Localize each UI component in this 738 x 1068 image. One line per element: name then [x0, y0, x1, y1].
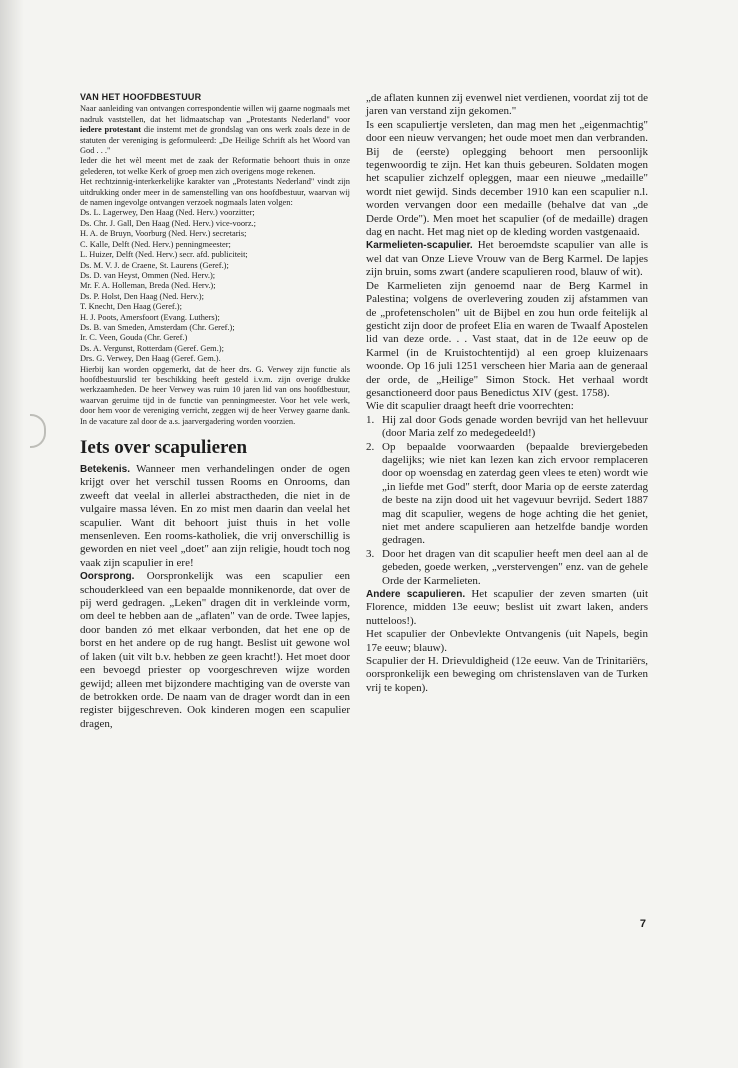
board-heading: VAN HET HOOFDBESTUUR [80, 92, 202, 102]
paragraph: Is een scapuliertje versleten, dan mag men het „eigenmachtig" door een nieuw vervangen; het oude moet men dan verbranden. Bij de (eerste) oplegging behoort men persoonlijk tegenwoordig te zijn. Het kan thuis gebeuren. Soldaten mogen het scapulier zichzelf opleggen, maar een nieuwe „medaille" wordt niet gewijd. Sinds december 1910 kan een scapulier n.l. worden vervangen door een medaille (behalve dat van „de Derde Orde"). Men moet het scapulier (of de medaille) dragen dag en nacht. Het mag niet op de kleding worden vastgenaaid. [366, 118, 648, 239]
page-edge-shadow [0, 0, 24, 1068]
list-item: 2. Op bepaalde voorwaarden (bepaalde breviergebeden dagelijks; wie niet kan lezen kan zich ervoor remplaceren door op woensdag en zaterdag geen vlees te eten) wordt wie „in liefde met God" sterft, door Maria op de eerste zaterdag de beste na zijn dood uit het vagevuur bevrijd. Sedert 1887 mag dit scapulier, wegens de hoge achting die het geniet, niet met andere scapulieren aan hetzelfde bandje worden gedragen. [366, 440, 648, 547]
privileges-list [366, 414, 648, 588]
paragraph: Wie dit scapulier draagt heeft drie voorrechten: [366, 400, 574, 413]
section-karmelieten: Karmelieten-scapulier. Het beroemdste scapulier van alle is wel dat van Onze Lieve Vrouw van de Berg Karmel. De lapjes zijn bruin, soms zwart (andere scapulieren rood, blauw of wit). [366, 239, 648, 279]
member-item: Ds. B. van Smeden, Amsterdam (Chr. Geref.); [80, 322, 235, 332]
paragraph: „de aflaten kunnen zij evenwel niet verdienen, voordat zij tot de jaren van verstand zijn gekomen." [366, 92, 648, 118]
member-item: Mr. F. A. Holleman, Breda (Ned. Herv.); [80, 281, 216, 291]
page-number: 7 [639, 918, 646, 930]
board-closing: Hierbij kan worden opgemerkt, dat de heer drs. G. Verwey zijn functie als hoofdbestuurslid ter beschikking heeft gesteld i.v.m. zijn overige drukke werkzaamheden. De heer Verwey was ruim 10 jaren lid van ons hoofdbestuur, waarvan geruime tijd in de functie van penningmeester. Voor het vele werk, door hem voor de vereniging verricht, zeggen wij de heer Verwey gaarne dank. In de vacature zal door de a.s. jaarvergadering worden voorzien. [80, 364, 350, 426]
member-item: Ds. M. V. J. de Craene, St. Laurens (Geref.); [80, 260, 229, 270]
paragraph: De Karmelieten zijn genoemd naar de Berg Karmel in Palestina; volgens de overlevering zouden zij afstammen van de „profetenscholen" uit de Bijbel en zou hun orde feitelijk al gesticht zijn door de profeet Elia en waren de Twaalf Apostelen lid van deze orde. . . Vast staat, dat in de 12e eeuw op de Karmel (in de Kruistochtentijd) al een groep kluizenaars woonde. Op 16 juli 1251 verscheen hier Maria aan de generaal der orde, de „Heilige" Simon Stock. Het verhaal wordt gesanctioneerd door paus Benedictus XIV (gest. 1758). [366, 279, 648, 399]
member-item: L. Huizer, Delft (Ned. Herv.) secr. afd. publiciteit; [80, 250, 248, 260]
list-item: 3. Door het dragen van dit scapulier heeft men deel aan al de gebeden, goede werken, „verstervengen" enz. van de gehele Orde der Karmelieten. [366, 547, 648, 587]
board-announcement [80, 92, 350, 427]
board-intro: Naar aanleiding van ontvangen correspondentie willen wij gaarne nogmaals met nadruk vaststellen, dat het lidmaatschap van „Protestants Nederland" voor iedere protestant die instemt met de grondslag van ons werk zoals deze in de statuten der vereniging is geformuleerd: „De Heilige Schrift als het Woord van God . . ." [80, 104, 350, 156]
member-item: Ds. L. Lagerwey, Den Haag (Ned. Herv.) voorzitter; [80, 208, 255, 218]
member-item: Drs. G. Verwey, Den Haag (Geref. Gem.). [80, 354, 221, 364]
member-list [80, 208, 350, 364]
document-page [72, 92, 662, 1042]
article-body-left [80, 463, 350, 731]
section-oorsprong: Oorsprong. Oorspronkelijk was een scapulier een schouderkleed van een bepaalde monnikenorde, dat over de pij werd gedragen. „Leken" dragen dit in verkleinde vorm, om deel te hebben aan de „aflaten" van de orde. Twee lapjes, door banden zó met elkaar verbonden, dat het ene op de borst en het andere op de rug hangt. Beslist uit gewone wol of laken (uit vilt b.v. hebben ze geen kracht!). Het moet door een bevoegd priester op voorgeschreven wijze worden gewijd; alleen met bijzondere machtiging van de overste van de betrokken orde. De naam van de drager wordt dan in een register bijgeschreven. Ook kinderen mogen een scapulier dragen, [80, 570, 350, 730]
binder-hole [30, 414, 46, 448]
right-column [366, 92, 648, 695]
member-item: Ir. C. Veen, Gouda (Chr. Geref.) [80, 333, 188, 343]
board-para-2: Ieder die het wèl meent met de zaak der Reformatie behoort thuis in onze gelederen, tot welke Kerk of groep men zich overigens moge rekenen. [80, 156, 350, 176]
member-item: Ds. D. van Heyst, Ommen (Ned. Herv.); [80, 270, 216, 280]
member-item: Ds. P. Holst, Den Haag (Ned. Herv.); [80, 291, 204, 301]
member-item: Ds. A. Vergunst, Rotterdam (Geref. Gem.); [80, 343, 224, 353]
article-title: Iets over scapulieren [80, 437, 248, 458]
paragraph: Het scapulier der Onbevlekte Ontvangenis (uit Napels, begin 17e eeuw; blauw). [366, 628, 648, 654]
list-item: 1. Hij zal door Gods genade worden bevrijd van het hellevuur (door Maria zelf zo medegedeeld!) [366, 413, 648, 440]
member-item: H. J. Poots, Amersfoort (Evang. Luthers); [80, 312, 220, 322]
member-item: Ds. Chr. J. Gall, Den Haag (Ned. Herv.) vice-voorz.; [80, 218, 256, 228]
left-column [80, 92, 350, 731]
member-item: C. Kalle, Delft (Ned. Herv.) penningmeester; [80, 239, 231, 249]
member-item: T. Knecht, Den Haag (Geref.); [80, 302, 182, 312]
board-para-3: Het rechtzinnig-interkerkelijke karakter van „Protestants Nederland" vindt zijn uitdrukking onder meer in de samenstelling van ons hoofdbestuur, waarvan wij de namen ingevolge ontvangen verzoek nogmaals laten volgen: [80, 177, 350, 208]
member-item: H. A. de Bruyn, Voorburg (Ned. Herv.) secretaris; [80, 229, 247, 239]
section-andere: Andere scapulieren. Het scapulier der zeven smarten (uit Florence, midden 13e eeuw; beslist uit zwart laken, anders nutteloos!). [366, 588, 649, 627]
section-betekenis: Betekenis. Wanneer men verhandelingen onder de ogen krijgt over het verschil tussen Rooms en Onrooms, dan zweeft dat veelal in allerlei abstractheden, die niet in de vulgaire massa léven. En zo mist men daarin dan veelal het scapulier. Want dit behoort juist thuis in het volle mensenleven. Een rooms-katholiek, die vrij onverschillig is geworden en niet veel „doet" aan zijn religie, houdt toch nog vaak zijn scapulier in ere! [80, 463, 350, 569]
paragraph: Scapulier der H. Drievuldigheid (12e eeuw. Van de Trinitariërs, oorspronkelijk een beweging om christenslaven van de Turken vrij te kopen). [366, 655, 648, 694]
